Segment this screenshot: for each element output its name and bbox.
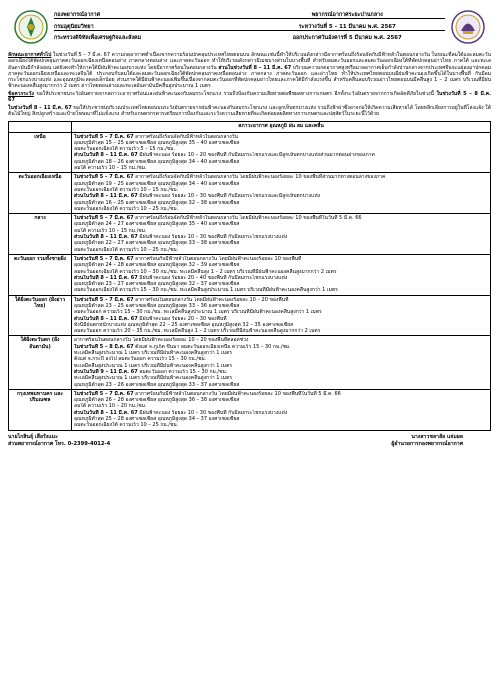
detail-cell: [72, 173, 491, 214]
document-header: [8, 4, 491, 50]
table-row: [9, 214, 491, 255]
detail-text: ลมใต้ ความเร็ว 10 – 15 กม./ชม.: [74, 165, 147, 172]
caution-label-2: ในช่วงวันที่ 8 – 11 มี.ค. 67: [8, 104, 72, 111]
table-row: [9, 132, 491, 173]
detail-text: อากาศร้อนในตอนกลางวัน โดยมีฝนฟ้าคะนองร้อยละ 10 – 20 ของพื้นที่: [133, 296, 289, 303]
forecaster-block: [8, 434, 110, 448]
region-cell: ตะวันออก รวมทั้งชายฝั่ง: [9, 254, 72, 295]
detail-text: ลมตะวันออก ความเร็ว 15 – 30 กม./ชม. ทะเลมีคลื่นสูงประมาณ 1 เมตร บริเวณที่มีฝนฟ้าคะนองคลื่นสูงกว่า 1 เมตร: [74, 309, 322, 316]
detail-text: อุณหภูมิต่ำสุด 25 – 28 องศาเซลเซียส อุณหภูมิสูงสุด 34 – 37 องศาเซลเซียส: [74, 416, 240, 423]
table-row: [9, 336, 491, 389]
detail-line: [74, 287, 488, 293]
detail-text: มีฝนฟ้าคะนอง ร้อยละ 10 – 30 ของพื้นที่ กับมีลมกระโชกแรงบางแห่ง: [137, 409, 288, 416]
region-header: [9, 121, 72, 132]
forecaster-name: นายไกสินธุ์ เสือรังแมะ: [8, 433, 58, 440]
summary-label: ลักษณะอากาศทั่วไป: [8, 52, 52, 58]
detail-text: มีฝนฟ้าคะนอง ร้อยละ 20 – 40 ของพื้นที่ กับมีลมกระโชกแรงบางแห่ง: [137, 274, 288, 281]
detail-cell: [72, 336, 491, 389]
org-department: กรมอุตุนิยมวิทยา: [54, 24, 250, 31]
detail-text: อากาศร้อนถึงร้อนจัดกับมีฟ้าหลัวในตอนกลางวัน: [133, 133, 238, 140]
period-label: ส่วนในวันที่ 8 – 11 มี.ค. 67: [74, 409, 138, 416]
summary-label-2: ส่วนในช่วงวันที่ 8 – 11 มี.ค. 67: [218, 64, 292, 71]
detail-line: [74, 422, 488, 428]
detail-cell: [72, 389, 491, 430]
detail-text: มีฝนฟ้าคะนอง ร้อยละ 10 – 30 ของพื้นที่ กับมีลมกระโชกแรงบางแห่ง: [137, 234, 288, 241]
detail-text: ลมตะวันออก ความเร็ว 15 – 30 กม./ชม.: [137, 368, 228, 375]
detail-text: อุณหภูมิต่ำสุด 15 – 25 องศาเซลเซียส อุณหภูมิสูงสุด 35 – 40 องศาเซลเซียส: [74, 139, 240, 146]
region-cell: เหนือ: [9, 132, 72, 173]
period-label: ส่วนในวันที่ 8 – 11 มี.ค. 67: [74, 234, 138, 241]
detail-text: มีฝนฟ้าคะนอง ร้อยละ 20 – 30 ของพื้นที่: [137, 315, 227, 322]
table-row: [9, 295, 491, 336]
detail-text: อากาศร้อนกับมีฟ้าหลัวในตอนกลางวัน โดยมีฝนฟ้าคะนองร้อยละ 10 ของพื้นที่: [133, 255, 302, 262]
period-label: ในช่วงวันที่ 5 – 7 มี.ค. 67: [74, 215, 134, 222]
director-title: ผู้อำนวยการกองพยากรณ์อากาศ: [391, 440, 463, 447]
director-block: [391, 434, 463, 448]
forecast-period: ระหว่างวันที่ 5 – 11 มีนาคม พ.ศ. 2567: [250, 24, 446, 31]
detail-text: อุณหภูมิต่ำสุด 26 – 28 องศาเซลเซียส อุณหภูมิสูงสุด 36 – 38 องศาเซลเซียส: [74, 397, 240, 404]
tmd-logo-icon: [14, 10, 48, 44]
detail-text: ลมตะวันออกเฉียงใต้ ความเร็ว 5 – 15 กม./ชม.: [74, 146, 176, 153]
detail-cell: [72, 295, 491, 336]
detail-cell: [72, 254, 491, 295]
general-summary: [8, 52, 491, 118]
detail-text: อากาศร้อนกับมีฟ้าหลัวในตอนกลางวัน โดยมีฝนฟ้าคะนองร้อยละ 10 ของพื้นที่ในวันที่ 5 มี.ค. 66: [133, 390, 341, 397]
detail-text: ลมตะวันออกเฉียงใต้ ความเร็ว 10 – 25 กม./ชม.: [74, 422, 179, 429]
detail-text: ลมตะวันออกเฉียงใต้ ความเร็ว 10 – 15 กม./ชม.: [74, 186, 179, 193]
detail-text: ตั้งแต่ จ.กระบี่ ลงไป ลมตะวันออก ความเร็ว 15 – 30 กม./ชม.: [74, 356, 207, 363]
period-label: ในช่วงวันที่ 5 – 7 มี.ค. 67: [74, 255, 134, 262]
signature-footer: [8, 434, 491, 448]
table-row: [9, 254, 491, 295]
table-header-row: [9, 121, 491, 132]
period-label: ส่วนในวันที่ 8 – 11 มี.ค. 67: [74, 274, 138, 281]
detail-line: [74, 328, 488, 334]
period-label: ในช่วงวันที่ 5 – 7 มี.ค. 67: [74, 390, 134, 397]
detail-text: อากาศร้อนในตอนกลางวัน โดยมีฝนฟ้าคะนองร้อยละ 10 – 20 ของพื้นที่ตลอดช่วง: [74, 337, 249, 344]
detail-text: อุณหภูมิต่ำสุด 23 – 27 องศาเซลเซียส อุณหภูมิสูงสุด 32 – 37 องศาเซลเซียส: [74, 281, 240, 288]
conditions-header: สภาวะอากาศ อุณหภูมิ ฝน ลม และคลื่น: [72, 121, 491, 132]
period-label: ส่วนในวันที่ 8 – 11 มี.ค. 67: [74, 152, 138, 159]
header-forecast-block: [250, 10, 446, 44]
forecaster-contact: ส่วนพยากรณ์อากาศ โทร. 0-2399-4012-4: [8, 440, 111, 447]
director-name: นางสาวชลาลัย แจ่มผล: [411, 433, 463, 440]
header-org-block: [54, 10, 250, 44]
caution-label: ข้อควรระวัง: [8, 91, 34, 98]
detail-line: [74, 382, 488, 388]
org-ministry: กระทรวงดิจิทัลเพื่อเศรษฐกิจและสังคม: [54, 35, 142, 42]
detail-cell: [72, 214, 491, 255]
detail-text: อุณหภูมิต่ำสุด 24 – 27 องศาเซลเซียส อุณหภูมิสูงสุด 35 – 40 องศาเซลเซียส: [74, 221, 240, 228]
detail-text: ลมตะวันออกเฉียงใต้ ความเร็ว 15 – 30 กม./ชม. ทะเลมีคลื่นสูงประมาณ 1 เมตร บริเวณที่มีฝนฟ้าคะนองคลื่นสูงกว่า 1 เมตร: [74, 287, 338, 294]
org-division: กองพยากรณ์อากาศ: [54, 12, 250, 19]
detail-line: [74, 165, 488, 171]
region-cell: กรุงเทพมหานคร และปริมณฑล: [9, 389, 72, 430]
period-label: ในช่วงวันที่ 5 – 7 มี.ค. 67: [74, 174, 134, 181]
detail-text: ทั้งนี้มีฝนตกหนักบางแห่ง อุณหภูมิต่ำสุด 22 – 25 องศาเซลเซียส อุณหภูมิสูงสุด 32 – 35 องศาเซลเซียส: [74, 321, 294, 328]
detail-text: ลมตะวันออกเฉียงใต้ ความเร็ว 10 – 30 กม./ชม. ทะเลมีคลื่นสูง 1 – 2 เมตร บริเวณที่มีฝนฟ้าคะนองคลื่นสูงมากกว่า 2 เมตร: [74, 268, 337, 275]
detail-text: อุณหภูมิต่ำสุด 19 – 25 องศาเซลเซียส อุณหภูมิสูงสุด 34 – 40 องศาเซลเซียส: [74, 180, 240, 187]
detail-text: อากาศร้อนถึงร้อนจัดกับมีฟ้าหลัวในตอนกลางวัน โดยมีฝนฟ้าคะนองร้อยละ 10 ของพื้นที่ส่วนมากทางตอนล่างของภาค: [133, 174, 386, 181]
detail-cell: [72, 132, 491, 173]
summary-text: ในช่วงวันที่ 5 – 7 มี.ค. 67 ความกดอากาศต่ำเนื่องจากความร้อนปกคลุมประเทศไทยตอนบน ลักษณะเช่นนี้ทำให้บริเวณดังกล่าวมีอากาศร้อนถึงร้อนจัดกับมีฟ้าหลัวในตอนกลางวัน ในขณะที่ลมใต้และลมตะวันออกเฉียงใต้พัดปกคลุมภาคตะวันออกเฉียงเหนือตอนล่าง ภาคกลางตอนล่าง และภาคตะวันออก ทำให้บริเวณดังกล่าวมีเมฆบางส่วนในบางพื้นที่ สำหรับลมตะวันออกและลมตะวันออกเฉียงใต้ที่พัดปกคลุมอ่าวไทย ภาคใต้ และทะเลอันดามันมีกำลังอ่อน แต่ยังคงทำให้ภาคใต้มีฝนฟ้าคะนองบางแห่ง โดยมีอากาศร้อนในตอนกลางวัน: [8, 52, 491, 71]
detail-text: มีฝนฟ้าคะนอง ร้อยละ 10 – 30 ของพื้นที่ กับมีลมกระโชกแรงและมีลูกเห็บตกบางแห่ง: [137, 193, 321, 200]
table-row: [9, 173, 491, 214]
caution-period-label: ในช่วงวันที่ 5 – 8 มี.ค. 67: [8, 91, 492, 104]
summary-text-2: บริเวณความกดอากาศสูงหรือมวลอากาศเย็นกำลังปานกลางจากประเทศจีนจะแผ่ลงมาปกคลุมภาคตะวันออกเฉียงเหนือและทะเลจีนใต้ ประกอบกับลมใต้และลมตะวันออกเฉียงใต้พัดปกคลุมภาคเหนือตอนล่าง ภาคกลาง ภาคตะวันออก และอ่าวไทย ทำให้ประเทศไทยตอนบนมีฝนฟ้าคะนองเกิดขึ้นได้ในบางพื้นที่ กับมีลมกระโชกแรงบางแห่ง และอุณหภูมิจะลดลงเล็กน้อย ส่วนภาคใต้มีฝนฟ้าคะนองเพิ่มขึ้นเนื่องจากลมตะวันออกที่พัดปกคลุมอ่าวไทยและภาคใต้มีกำลังแรงขึ้น สำหรับคลื่นลมบริเวณอ่าวไทยตอนบนมีคลื่นสูง 1 – 2 เมตร บริเวณที่มีฝนฟ้าคะนองคลื่นสูงมากกว่า 2 เมตร อ่าวไทยตอนล่างและทะเลอันดามันมีคลื่นสูงประมาณ 1 เมตร: [8, 64, 492, 90]
detail-line: [74, 206, 488, 212]
ministry-seal-icon: [451, 10, 485, 44]
detail-text: ตั้งแต่ จ.ภูเก็ต ขึ้นมา ลมตะวันออกเฉียงเหนือ ความเร็ว 15 – 30 กม./ชม.: [133, 343, 291, 350]
period-label: ในช่วงวันที่ 5 – 7 มี.ค. 67: [74, 133, 134, 140]
caution-text-2: ขอให้ประชาชนบริเวณประเทศไทยตอนบนระวังอันตรายจากฝนฟ้าคะนองกับลมกระโชกแรง และลูกเห็บตกบางแห่ง รวมถึงฟ้าผ่าซึ่งอาจก่อให้เกิดความเสียหายได้ โดยหลีกเลี่ยงการอยู่ในที่โล่งแจ้ง ใต้ต้นไม้ใหญ่ สิ่งปลูกสร้างและป้ายโฆษณาที่ไม่แข็งแรง สำหรับเกษตรกรควรเตรียมการป้องกันและระวังความเสียหายที่จะเกิดต่อผลผลิตทางการเกษตรและปศุสัตว์ในระยะนี้ไว้ด้วย: [8, 104, 492, 118]
caution-paragraph: [8, 91, 491, 104]
period-label: ส่วนในวันที่ 9 – 11 มี.ค. 67: [74, 368, 138, 375]
region-cell: ใต้ฝั่งตะวันออก (ฝั่งอ่าวไทย): [9, 295, 72, 336]
period-label: ส่วนในวันที่ 8 – 11 มี.ค. 67: [74, 193, 138, 200]
detail-text: อุณหภูมิต่ำสุด 24 – 28 องศาเซลเซียส อุณหภูมิสูงสุด 32 – 39 องศาเซลเซียส: [74, 262, 240, 269]
detail-line: [74, 247, 488, 253]
detail-text: มีฝนฟ้าคะนอง ร้อยละ 10 – 20 ของพื้นที่ กับมีลมกระโชกแรงและมีลูกเห็บตกบางแห่งส่วนมากตอนล่างของภาค: [137, 152, 375, 159]
period-label: ส่วนในวันที่ 8 – 11 มี.ค. 67: [74, 315, 138, 322]
caution-paragraph-2: [8, 105, 491, 118]
detail-text: อุณหภูมิต่ำสุด 22 – 27 องศาเซลเซียส อุณหภูมิสูงสุด 33 – 38 องศาเซลเซียส: [74, 240, 240, 247]
period-label: ในช่วงวันที่ 5 – 8 มี.ค. 67: [74, 343, 134, 350]
issue-date: ออกประกาศวันอังคารที่ 5 มีนาคม พ.ศ. 2567: [292, 35, 402, 42]
detail-text: ลมตะวันออกเฉียงใต้ ความเร็ว 10 – 25 กม./ชม.: [74, 205, 179, 212]
detail-text: ลมตะวันออก ความเร็ว 20 – 35 กม./ชม. ทะเลมีคลื่นสูง 1 – 2 เมตร บริเวณที่มีฝนฟ้าคะนองคลื่นสูงมากกว่า 2 เมตร: [74, 328, 321, 335]
detail-text: อุณหภูมิต่ำสุด 16 – 25 องศาเซลเซียส อุณหภูมิสูงสุด 32 – 38 องศาเซลเซียส: [74, 199, 240, 206]
detail-text: ลมใต้ ความเร็ว 10 – 20 กม./ชม.: [74, 403, 147, 410]
detail-text: ทะเลมีคลื่นสูงประมาณ 1 เมตร บริเวณที่มีฝนฟ้าคะนองคลื่นสูงกว่า 1 เมตร: [74, 350, 232, 357]
detail-text: ทะเลมีคลื่นสูงประมาณ 1 เมตร บริเวณที่มีฝนฟ้าคะนองคลื่นสูงกว่า 1 เมตร: [74, 362, 232, 369]
detail-text: อากาศร้อนถึงร้อนจัดกับมีฟ้าหลัวในตอนกลางวัน โดยมีฝนฟ้าคะนองร้อยละ 10 ของพื้นที่ในวันที่ 5 มี.ค. 66: [133, 215, 362, 222]
table-row: [9, 389, 491, 430]
forecast-type: พยากรณ์อากาศระยะปานกลาง: [250, 12, 446, 19]
region-cell: กลาง: [9, 214, 72, 255]
caution-text: ขอให้ประชาชนระวังอันตรายจากสภาวะอากาศร้อนและฝนฟ้าคะนองกับลมกระโชกแรง รวมถึงป้องกันความเสียหายต่อพืชผลทางการเกษตร อีกทั้งระวังอันตรายจากการเกิดอัคคีภัยในช่วงนี้: [33, 91, 434, 98]
region-cell: ตะวันออกเฉียงเหนือ: [9, 173, 72, 214]
detail-text: อุณหภูมิต่ำสุด 23 – 26 องศาเซลเซียส อุณหภูมิสูงสุด 33 – 37 องศาเซลเซียส: [74, 381, 240, 388]
summary-paragraph: [8, 52, 491, 90]
forecast-table: [8, 121, 491, 431]
detail-text: ลมใต้ ความเร็ว 10 – 15 กม./ชม.: [74, 227, 147, 234]
detail-text: ลมตะวันออกเฉียงใต้ ความเร็ว 10 – 25 กม./ชม.: [74, 246, 179, 253]
detail-text: อุณหภูมิต่ำสุด 18 – 26 องศาเซลเซียส อุณหภูมิสูงสุด 34 – 40 องศาเซลเซียส: [74, 158, 240, 165]
forecast-table-body: [9, 132, 491, 430]
detail-text: อุณหภูมิต่ำสุด 23 – 25 องศาเซลเซียส อุณหภูมิสูงสุด 33 – 36 องศาเซลเซียส: [74, 302, 240, 309]
region-cell: ใต้ฝั่งตะวันตก (ฝั่งอันดามัน): [9, 336, 72, 389]
header-text-block: [54, 10, 445, 44]
detail-text: ทะเลมีคลื่นสูงประมาณ 1 เมตร บริเวณที่มีฝนฟ้าคะนองคลื่นสูงกว่า 1 เมตร: [74, 375, 232, 382]
period-label: ในช่วงวันที่ 5 – 7 มี.ค. 67: [74, 296, 134, 303]
